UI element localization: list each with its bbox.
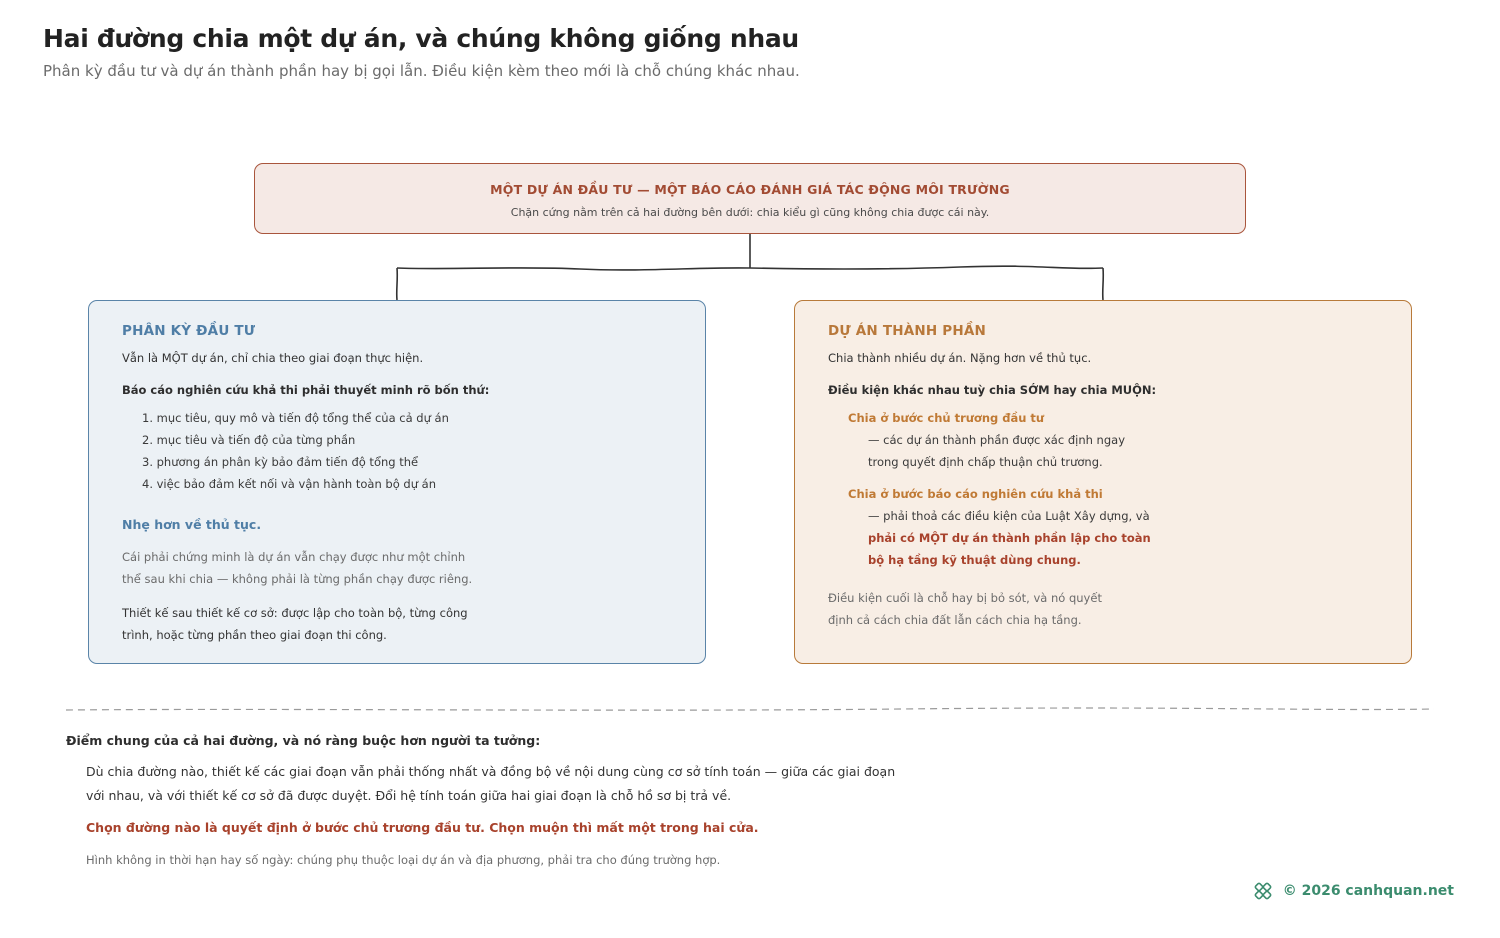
whole-project-note: Cái phải chứng minh là dự án vẫn chạy được như một chỉnh thể sau khi chia — không phải là từng phần chạy được riêng. [122,550,473,586]
page-subtitle: Phân kỳ đầu tư và dự án thành phần hay bị gọi lẫn. Điều kiện kèm theo mới là chỗ chúng khác nhau. [43,62,800,80]
component-project-box [794,300,1412,664]
list-item: 4. việc bảo đảm kết nối và vận hành toàn bộ dự án [142,477,436,491]
early-split-body: — các dự án thành phần được xác định ngay trong quyết định chấp thuận chủ trương. [868,433,1125,469]
phased-investment-requirements-heading: Báo cáo nghiên cứu khả thi phải thuyết minh rõ bốn thứ: [122,383,490,397]
design-after-basic-design-note: Thiết kế sau thiết kế cơ sở: được lập cho toàn bộ, từng công trình, hoặc từng phần theo giai đoạn thi công. [122,606,468,642]
connector-left-drop [397,268,398,300]
single-project-title: MỘT DỰ ÁN ĐẦU TƯ — MỘT BÁO CÁO ĐÁNH GIÁ TÁC ĐỘNG MÔI TRƯỜNG [490,182,1010,197]
page-title: Hai đường chia một dự án, và chúng không giống nhau [43,24,799,53]
component-project-lead: Chia thành nhiều dự án. Nặng hơn về thủ tục. [828,351,1092,365]
phased-investment-box [88,300,706,664]
late-split-heading: Chia ở bước báo cáo nghiên cứu khả thi [848,487,1103,501]
component-project-conditions-heading: Điều kiện khác nhau tuỳ chia SỚM hay chia MUỘN: [828,383,1157,397]
phased-investment-lead: Vẫn là MỘT dự án, chỉ chia theo giai đoạn thực hiện. [122,351,424,365]
list-item: 2. mục tiêu và tiến độ của từng phần [142,433,356,447]
common-ground-heading: Điểm chung của cả hai đường, và nó ràng buộc hơn người ta tưởng: [66,733,541,748]
footer [1253,881,1454,901]
early-split-heading: Chia ở bước chủ trương đầu tư [848,411,1045,425]
component-project-title: DỰ ÁN THÀNH PHẦN [828,323,987,339]
single-project-box [254,163,1246,234]
often-missed-note: Điều kiện cuối là chỗ hay bị bỏ sót, và nó quyết định cả cách chia đất lẫn cách chia hạ tầng. [828,591,1102,627]
single-project-subtitle: Chặn cứng nằm trên cả hai đường bên dưới: chia kiểu gì cũng không chia được cái này. [510,206,990,219]
lighter-procedure-heading: Nhẹ hơn về thủ tục. [122,517,262,532]
copyright-credit: © 2026 canhquan.net [1282,883,1454,899]
common-ground-body: Dù chia đường nào, thiết kế các giai đoạn vẫn phải thống nhất và đồng bộ về nội dung cùng cơ sở tính toán — giữa các giai đoạn với nhau, và với thiết kế cơ sở đã được duyệt. Đổi hệ tính toán giữa hai giai đoạn là chỗ hồ sơ bị trả về. [86,764,896,803]
deadline-note: Hình không in thời hạn hay số ngày: chúng phụ thuộc loại dự án và địa phương, phải tra cho đúng trường hợp. [86,853,721,867]
late-split-infrastructure-condition: phải có MỘT dự án thành phần lập cho toàn bộ hạ tầng kỹ thuật dùng chung. [868,531,1151,567]
late-split-condition: — phải thoả các điều kiện của Luật Xây dựng, và [868,509,1150,523]
decision-warning: Chọn đường nào là quyết định ở bước chủ trương đầu tư. Chọn muộn thì mất một trong hai cửa. [86,820,759,835]
connector-branch [397,266,1103,270]
section-divider [66,708,1434,710]
list-item: 1. mục tiêu, quy mô và tiến độ tổng thể của cả dự án [142,411,449,425]
phased-investment-title: PHÂN KỲ ĐẦU TƯ [122,323,256,339]
connector-right-drop [1103,268,1104,300]
late-split-body [828,505,1158,571]
list-item: 3. phương án phân kỳ bảo đảm tiến độ tổng thể [142,455,419,469]
common-ground-section [66,733,1446,867]
requirements-list [122,407,685,495]
knot-logo-icon [1253,881,1273,901]
